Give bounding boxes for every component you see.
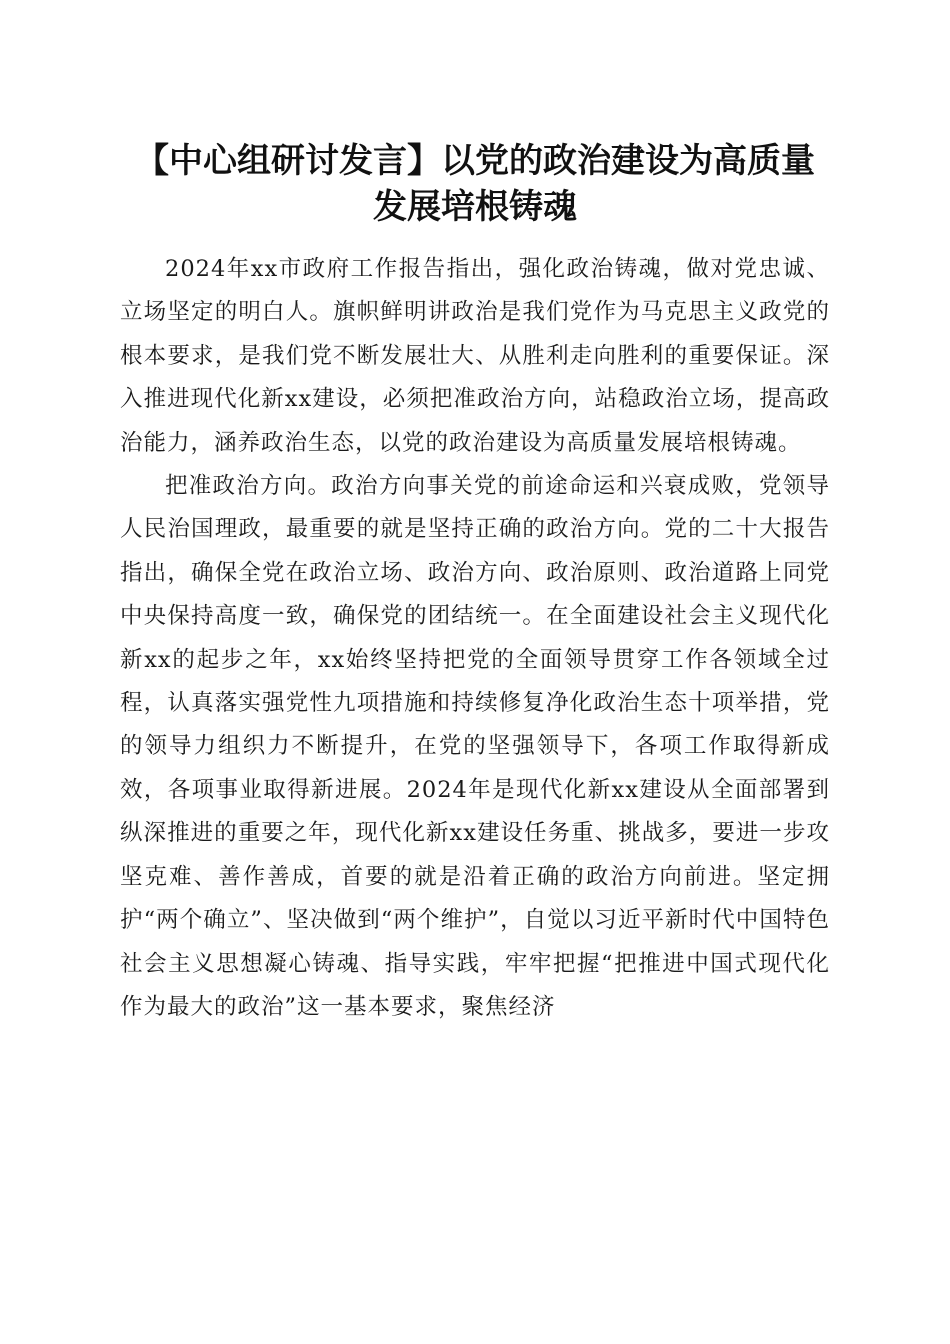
- document-title: [100, 138, 850, 230]
- document-body: [120, 248, 830, 1029]
- paragraph-intro: 2024年xx市政府工作报告指出，强化政治铸魂，做对党忠诚、立场坚定的明白人。旗帜鲜明讲政治是我们党作为马克思主义政党的根本要求，是我们党不断发展壮大、从胜利走向胜利的重要保证。深入推进现代化新xx建设，必须把准政治方向，站稳政治立场，提高政治能力，涵养政治生态，以党的政治建设为高质量发展培根铸魂。: [120, 256, 830, 456]
- title-line-2: 发展培根铸魂: [373, 187, 577, 227]
- title-line-1: 【中心组研讨发言】以党的政治建设为高质量: [135, 141, 815, 181]
- paragraph-political-direction: 把准政治方向。政治方向事关党的前途命运和兴衰成败，党领导人民治国理政，最重要的就是坚持正确的政治方向。党的二十大报告指出，确保全党在政治立场、政治方向、政治原则、政治道路上同党中央保持高度一致，确保党的团结统一。在全面建设社会主义现代化新xx的起步之年，xx始终坚持把党的全面领导贯穿工作各领域全过程，认真落实强党性九项措施和持续修复净化政治生态十项举措，党的领导力组织力不断提升，在党的坚强领导下，各项工作取得新成效，各项事业取得新进展。2024年是现代化新xx建设从全面部署到纵深推进的重要之年，现代化新xx建设任务重、挑战多，要进一步攻坚克难、善作善成，首要的就是沿着正确的政治方向前进。坚定拥护“两个确立”、坚决做到“两个维护”，自觉以习近平新时代中国特色社会主义思想凝心铸魂、指导实践，牢牢把握“把推进中国式现代化作为最大的政治”这一基本要求，聚焦经济: [120, 473, 830, 1020]
